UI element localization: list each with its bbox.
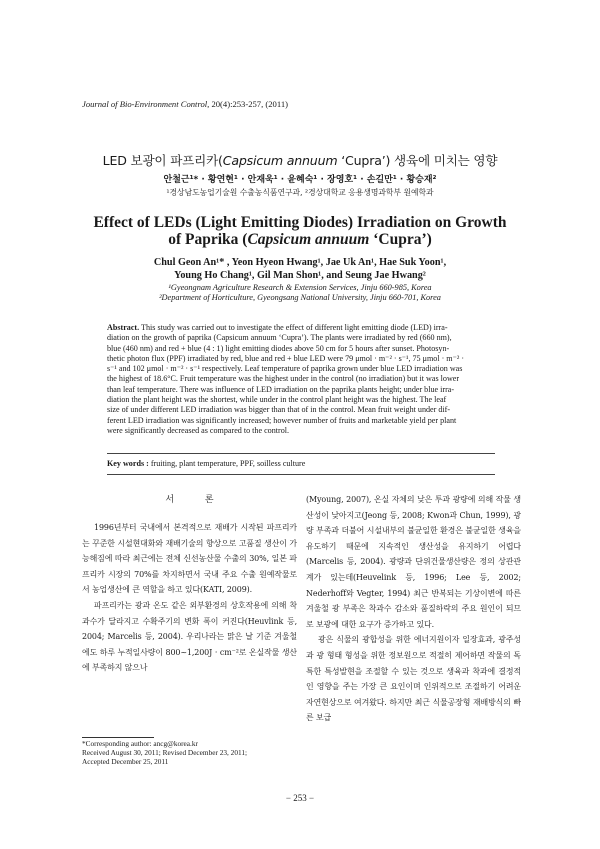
english-title	[0, 214, 600, 248]
journal-name: Journal of Bio-Environment Control,	[82, 99, 210, 109]
page-number: − 253 −	[285, 793, 315, 803]
english-title-post: ‘Cupra’)	[369, 231, 432, 248]
abstract-label: Abstract.	[107, 323, 140, 332]
english-affiliation-1: ¹Gyeongnam Agriculture Research & Extension Services, Jinju 660-985, Korea	[168, 283, 432, 292]
footnote-rule	[82, 737, 154, 738]
received-dates: Received August 30, 2011; Revised December 23, 2011;	[82, 747, 248, 757]
accepted-date: Accepted December 25, 2011	[82, 756, 169, 766]
paragraph: 파프리카는 광과 온도 같은 외부환경의 상호작용에 의해 착과수가 달라지고 수확주기의 변화 폭이 커진다(Heuvlink 등, 2004; Marcelis 등, 2004). 우리나라는 맑은 날 기준 겨울철에도 하루 누적일사량이 800~1,200J · cm⁻²로 온실작물 생산에 부족하지 않으나	[82, 600, 297, 673]
abstract-line: than leaf temperature. There was influence of LED irradiation on the paprika plants height; under blue irra-	[107, 384, 455, 394]
english-title-pre: of Paprika (	[168, 231, 248, 248]
abstract-line: This study was carried out to investigate the effect of different light emitting diode (LED) irra-	[139, 323, 448, 332]
abstract-line: the highest of 18.6°C. Fruit temperature was the highest under in the control (no irradiation) but it was lower	[107, 374, 460, 384]
english-authors	[0, 257, 600, 282]
abstract-rule-top	[107, 453, 495, 454]
abstract	[107, 323, 495, 436]
korean-title-pre: LED 보광이 파프리카(	[102, 153, 223, 168]
journal-citation	[82, 99, 288, 109]
english-authors-line2: Young Ho Chang¹, Gil Man Shon¹, and Seung Jae Hwang²	[174, 269, 426, 281]
keywords-text: fruiting, plant temperature, PPF, soilless culture	[148, 459, 306, 468]
left-column	[82, 492, 297, 676]
journal-volume: 20(4):253-257, (2011)	[209, 99, 288, 109]
abstract-line: were significantly decreased as compared to the control.	[107, 425, 290, 435]
corresponding-author: *Corresponding author: ancg@korea.kr	[82, 739, 198, 748]
footnote	[82, 740, 302, 767]
paragraph: (Myoung, 2007), 온실 자체의 낮은 투과 광량에 의해 작물 생산성이 낮아지고(Jeong 등, 2008; Kwon과 Chun, 1999), 광량 부족과 더불어 시설내부의 불균일한 환경은 불균일한 생육을 유도하기 때문에 지속적인 생산성을 유지하기 어렵다(Marcelis 등, 2004). 광량과 단위건물생산량은 정의 상관관계가 있는데(Heuvelink 등, 1996; Lee 등, 2002; Nederhoff와 Vegter, 1994) 최근 반복되는 기상이변에 따른 겨울철 광 부족은 착과수 감소와 품질하락의 주요 원인이 되므로 보광에 대한 요구가 증가하고 있다.	[306, 495, 521, 629]
section-heading-introduction: 서 론	[165, 495, 228, 505]
abstract-line: size of under different LED irradiation was bigger than that of in the control. Mean fruit weight under dif-	[107, 405, 451, 415]
korean-affiliations: ¹경상남도농업기술원 수출농식품연구과, ²경상대학교 응용생명과학부 원예학과	[166, 188, 434, 197]
paragraph: 광은 식물의 광합성을 위한 에너지원이자 일장효과, 광주성과 광 형태 형성을 위한 정보원으로 적절히 제어하면 작물의 독특한 특성발현을 조절할 수 있는 것으로 생육과 착과에 결정적인 영향을 주는 가장 큰 요인이며 인위적으로 조절하기 어려운 자연현상으로 여겨왔다. 하지만 최근 식물공장형 재배방식의 빠른 보급	[306, 635, 521, 723]
abstract-line: s⁻¹ and 102 μmol · m⁻² · s⁻¹ respectively. Leaf temperature of paprika grown under blue LED irradiation was	[107, 364, 463, 374]
keywords-label: Key words :	[107, 459, 149, 468]
abstract-line: diation the plant height was the shortest, while under in the control plant height was the highest. The leaf	[107, 395, 447, 405]
english-authors-line1: Chul Geon An¹* , Yeon Hyeon Hwang¹, Jae Uk An¹, Hae Suk Yoon¹,	[153, 257, 447, 268]
keywords	[107, 459, 305, 468]
english-affiliations	[0, 283, 600, 303]
abstract-line: ferent LED irradiation was significantly increased; however number of fruits and marketable yield per plant	[107, 415, 457, 425]
paragraph: 1996년부터 국내에서 본격적으로 재배가 시작된 파프리카는 꾸준한 시설현대화와 재배기술의 향상으로 고품질 생산이 가능해짐에 따라 최근에는 전체 신선농산물 수출의 30%, 일본 파프리카 시장의 70%를 차지하면서 국내 주요 수출 원예작물로서 농업생산에 큰 역할을 하고 있다(KATI, 2009).	[82, 523, 297, 595]
abstract-rule-bottom	[107, 474, 495, 475]
abstract-line: thetic photon flux (PPF) irradiated by red, blue and red + blue LED were 79 μmol · m⁻² · s⁻¹, 75 μmol · m⁻² ·	[107, 353, 465, 363]
english-title-line1: Effect of LEDs (Light Emitting Diodes) Irradiation on Growth	[93, 214, 507, 231]
korean-title-species: Capsicum annuum	[222, 153, 338, 168]
abstract-line: diation on the growth of paprika (Capsicum annuum ‘Cupra’). The plants were irradiated by red (660 nm),	[107, 333, 452, 343]
english-affiliation-2: ²Department of Horticulture, Gyeongsang National University, Jinju 660-701, Korea	[159, 293, 441, 303]
english-title-species: Capsicum annuum	[247, 231, 370, 248]
korean-title	[0, 150, 600, 169]
right-column	[306, 492, 521, 726]
korean-title-post: ‘Cupra’) 생육에 미치는 영향	[337, 153, 498, 168]
english-title-line2	[0, 231, 600, 248]
abstract-line: blue (460 nm) and red + blue (4 : 1) light emitting diodes above 50 cm for 5 hours after sunset. Photosyn-	[107, 343, 450, 353]
korean-authors: 안철근¹* · 황연현¹ · 안재욱¹ · 윤혜숙¹ · 장영호¹ · 손길만¹ · 황승재²	[163, 175, 437, 185]
